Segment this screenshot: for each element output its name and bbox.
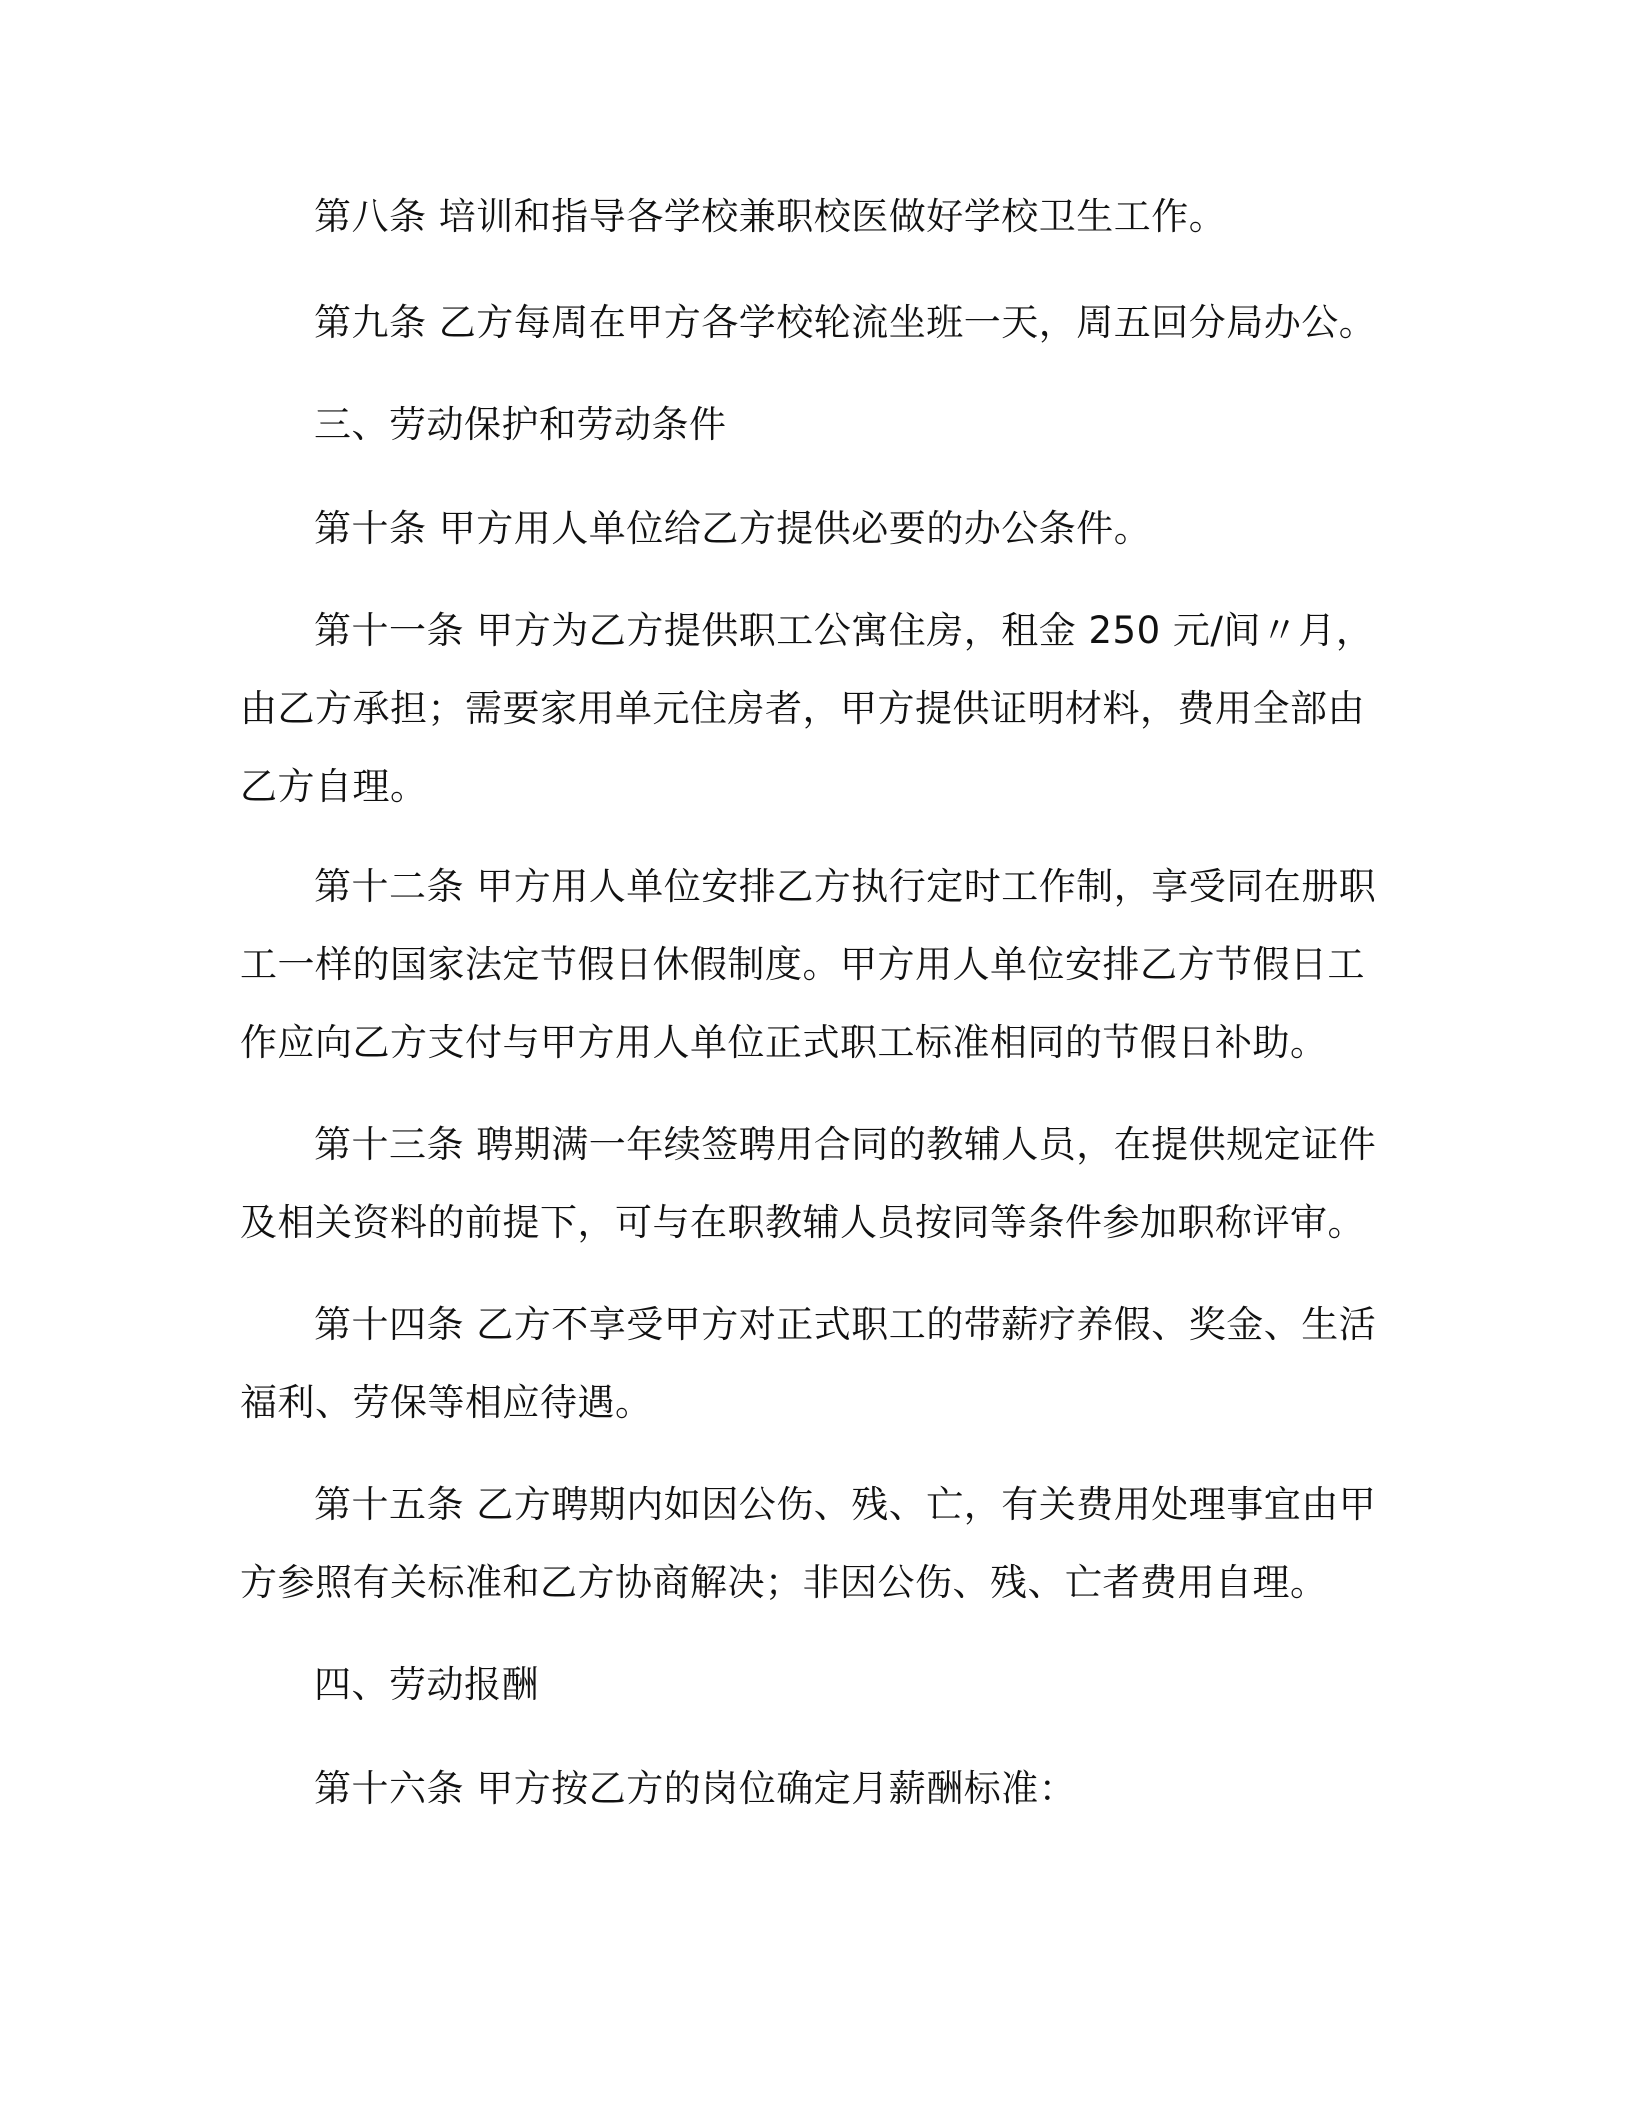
article-12-paragraph [240,848,1377,1082]
article-11-paragraph [240,592,1374,826]
text-line: 福利、劳保等相应待遇。 [240,1381,653,1424]
text-line: 方参照有关标准和乙方协商解决；非因公伤、残、亡者费用自理。 [240,1561,1328,1604]
text-line: 第十五条 乙方聘期内如因公伤、残、亡，有关费用处理事宜由甲 [314,1483,1377,1526]
text-line: 第十六条 甲方按乙方的岗位确定月薪酬标准： [314,1767,1077,1810]
article-13-paragraph [240,1106,1377,1262]
text-line: 四、劳动报酬 [314,1663,539,1706]
text-line: 三、劳动保护和劳动条件 [314,403,727,446]
text-line: 第八条 培训和指导各学校兼职校医做好学校卫生工作。 [314,195,1227,238]
text-line: 第九条 乙方每周在甲方各学校轮流坐班一天，周五回分局办公。 [314,301,1377,344]
article-8-paragraph [240,178,1370,256]
section-3-heading [240,386,1370,464]
text-line: 作应向乙方支付与甲方用人单位正式职工标准相同的节假日补助。 [240,1021,1328,1064]
text-line: 乙方自理。 [240,765,428,808]
text-line: 第十一条 甲方为乙方提供职工公寓住房，租金 250 元/间〃月， [314,609,1374,652]
article-10-paragraph [240,490,1370,568]
text-line: 第十条 甲方用人单位给乙方提供必要的办公条件。 [314,507,1152,550]
article-9-paragraph [240,284,1377,362]
text-line: 第十二条 甲方用人单位安排乙方执行定时工作制，享受同在册职 [314,865,1377,908]
article-14-paragraph [240,1286,1377,1442]
article-16-paragraph [240,1750,1370,1828]
text-line: 第十四条 乙方不享受甲方对正式职工的带薪疗养假、奖金、生活 [314,1303,1377,1346]
section-4-heading [240,1646,1370,1724]
text-line: 工一样的国家法定节假日休假制度。甲方用人单位安排乙方节假日工 [240,943,1365,986]
text-line: 由乙方承担；需要家用单元住房者，甲方提供证明材料，费用全部由 [240,687,1365,730]
text-line: 第十三条 聘期满一年续签聘用合同的教辅人员，在提供规定证件 [314,1123,1377,1166]
article-15-paragraph [240,1466,1377,1622]
text-line: 及相关资料的前提下，可与在职教辅人员按同等条件参加职称评审。 [240,1201,1365,1244]
